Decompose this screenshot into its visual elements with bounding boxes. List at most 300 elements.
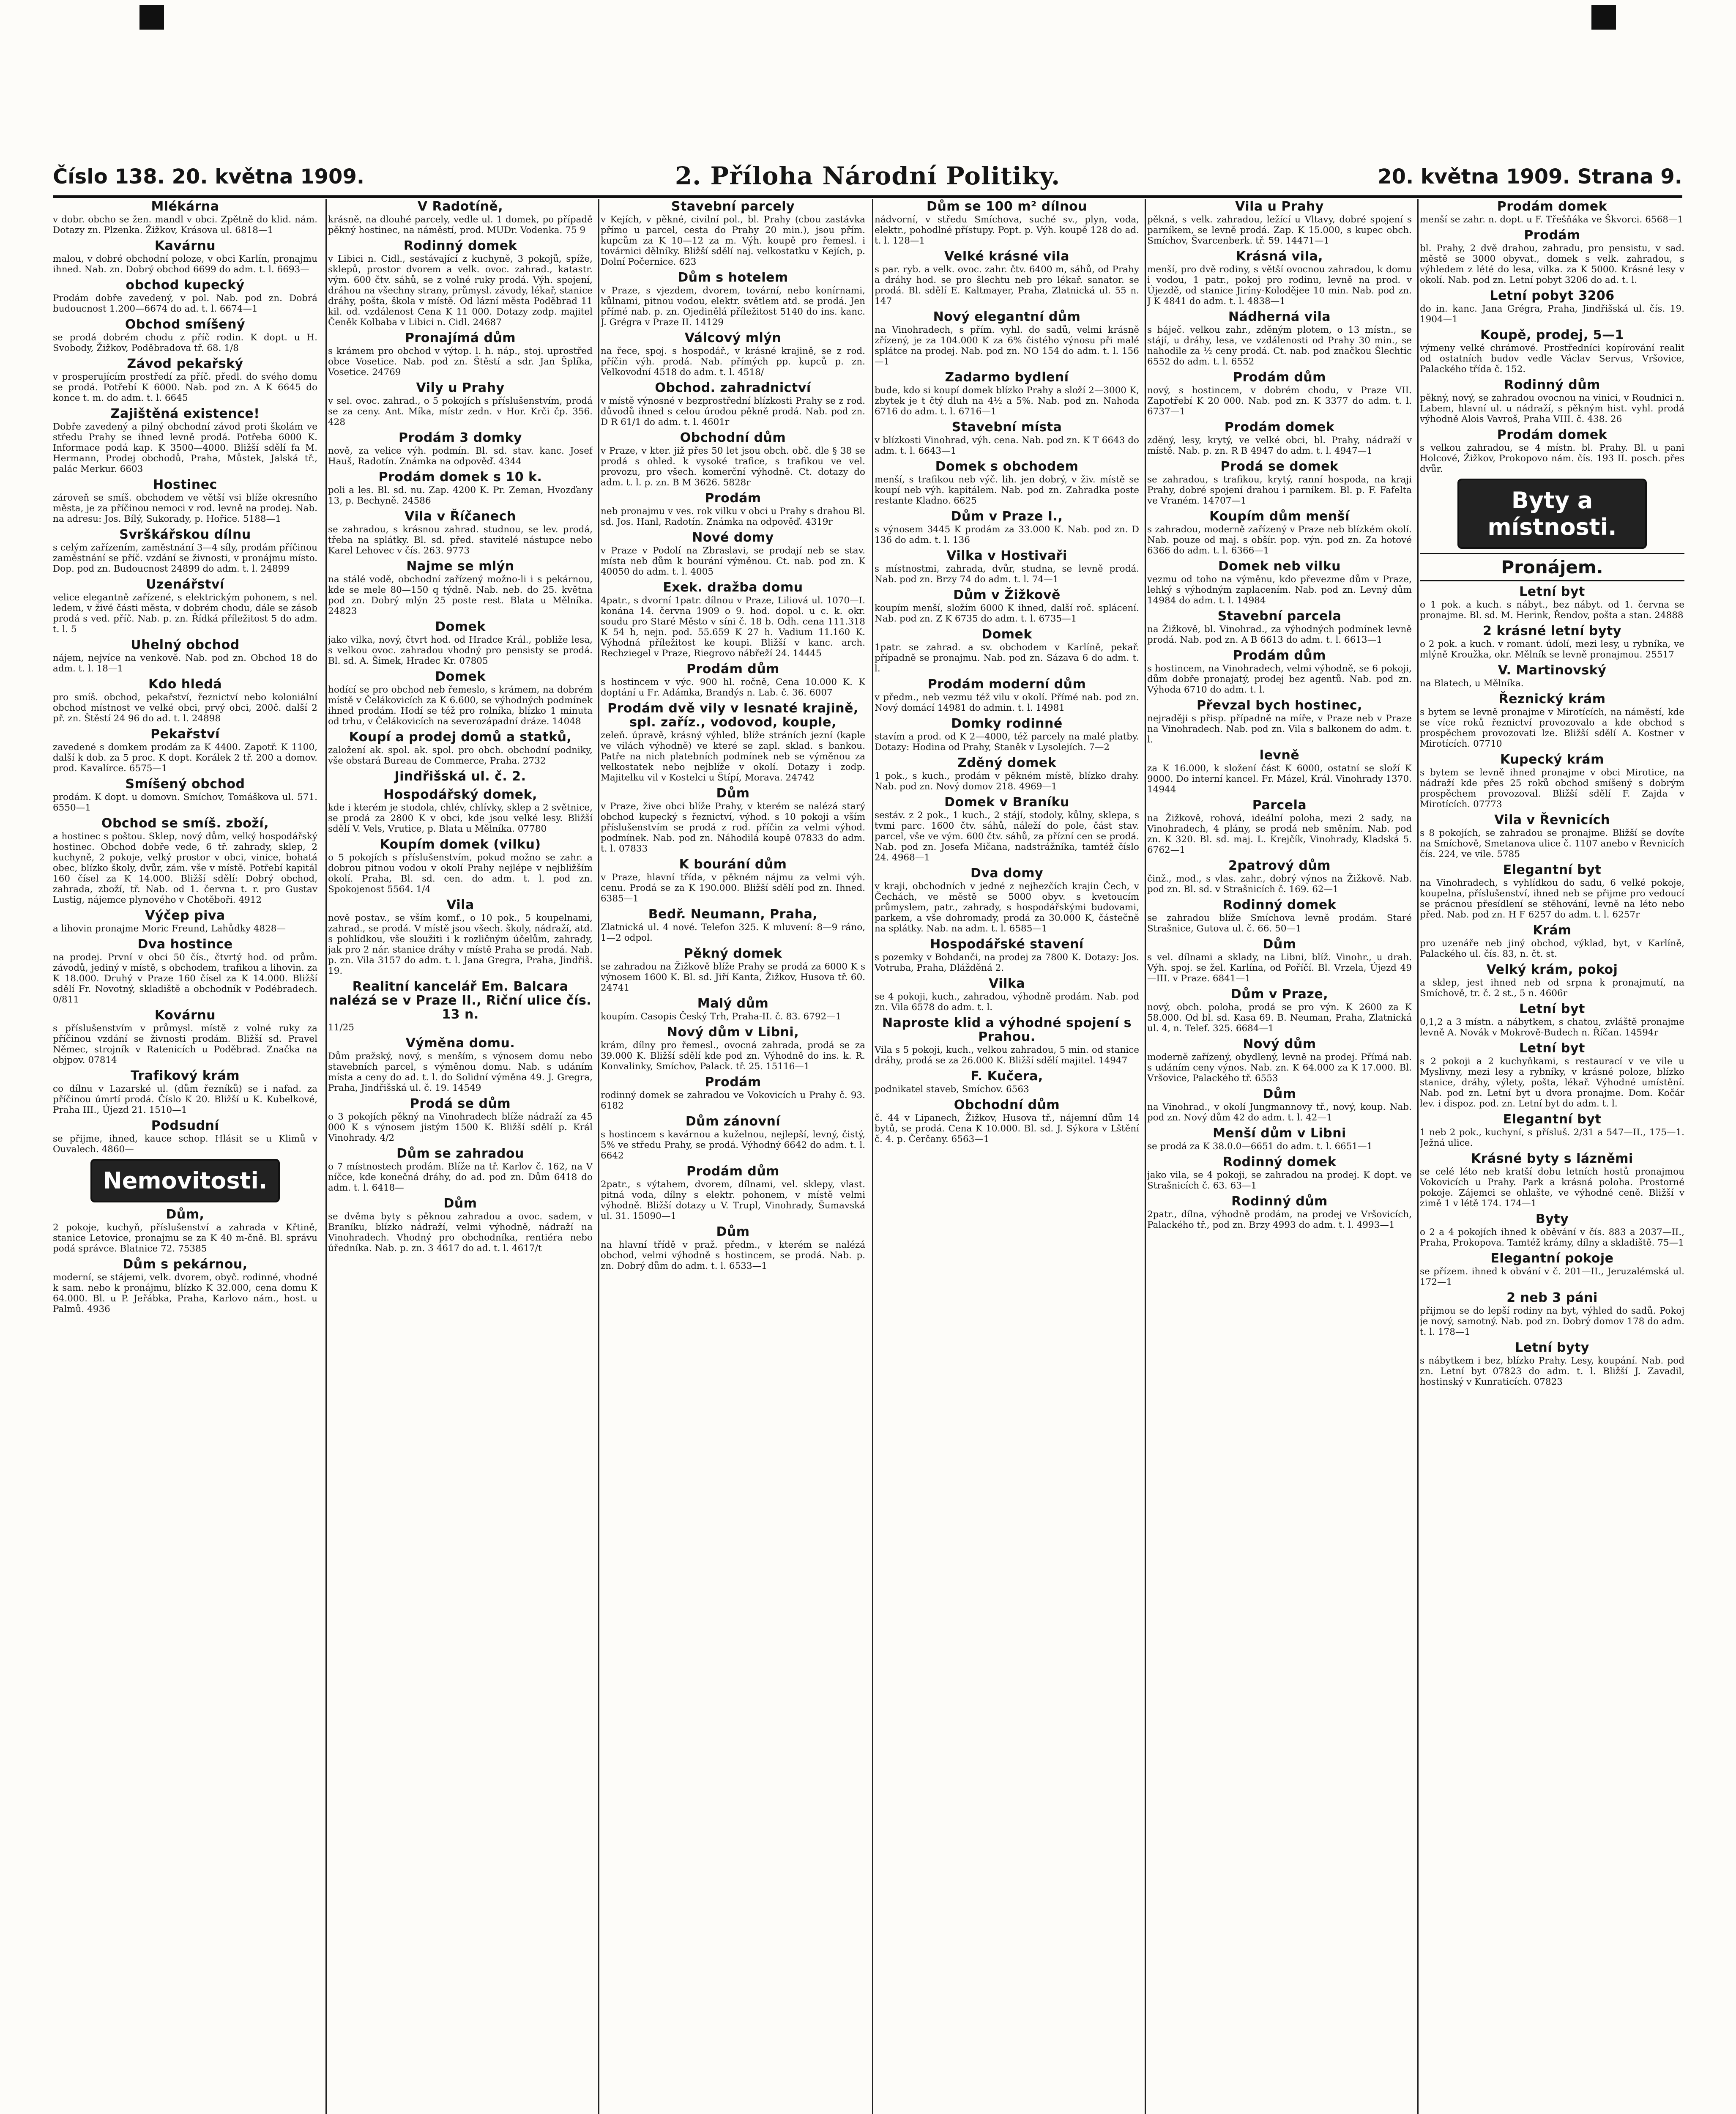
- classified-ad: [1147, 648, 1412, 695]
- column-divider: [598, 199, 599, 2114]
- classified-ad: [1147, 509, 1412, 556]
- classified-ad: [875, 370, 1139, 417]
- ad-heading: Naproste klid a výhodné spojení s Prahou.: [882, 1016, 1132, 1044]
- classified-ad: [328, 199, 593, 235]
- ad-heading: Realitní kancelář Em. Balcara nalézá se v Praze II., Riční ulice čís. 13 n.: [329, 979, 592, 1022]
- ad-heading: Prodá se dům: [410, 1096, 511, 1111]
- classified-ad: [1147, 1086, 1412, 1123]
- classified-ad: [1420, 1041, 1684, 1109]
- ad-text: o 2 a 4 pokojích ihned k oběvání v čís. 883 a 2037—II., Praha, Prokopova. Tamtéž krámy, dílny a skladiště. 75—1: [1420, 1227, 1684, 1248]
- column-2: [328, 199, 593, 2114]
- ad-text: se 4 pokoji, kuch., zahradou, výhodně prodám. Nab. pod zn. Vila 6578 do adm. t. l.: [875, 991, 1139, 1013]
- ad-heading: Závod pekařský: [127, 356, 243, 371]
- classified-ad: [1147, 986, 1412, 1034]
- ad-text: zeleň. úpravě, krásný výhled, blíže stráních jezní (kaple ve vilách výhodně) ve které se zapl. sklad. s bankou. Patře na nich platebních podmínek neb se výměnou za velkostatek nebo nejblíže v okolí. Dotazy i zodp. Majitelku vil v Kostelci u Štípí, Morava. 24742: [601, 730, 865, 783]
- ad-text: 1patr. se zahrad. a sv. obchodem v Karlíně, pekař. případně se pronajmu. Nab. pod zn. Sázava 6 do adm. t. l.: [875, 642, 1139, 674]
- classified-ad: [1147, 1194, 1412, 1230]
- ad-text: s příslušenstvím v průmysl. místě z volné ruky za příčinou vzdání se živnosti prodám. Bližší sd. Pravel Němec, strojník v Ratenicích u Poděbrad. Značka na objpov. 07814: [53, 1023, 317, 1065]
- classified-ad: [601, 996, 865, 1022]
- classified-ad: [1147, 370, 1412, 417]
- ad-text: činž., mod., s vlas. zahr., dobrý výnos na Žižkově. Nab. pod zn. Bl. sd. v Strašnicích č. 169. 62—1: [1147, 874, 1412, 895]
- ad-heading: Rodinný domek: [403, 238, 517, 253]
- classified-ad: [875, 309, 1139, 367]
- ad-heading: Velký krám, pokoj: [1486, 962, 1618, 977]
- section-subheading: Pronájem.: [1420, 553, 1684, 581]
- ad-heading: Nový dům v Libni,: [667, 1025, 799, 1040]
- ad-text: pro smíš. obchod, pekařství, řeznictví nebo koloniální obchod místnost ve velké obci, prvý obci, 200č. další 2 př. zn. Štěstí 24 96 do ad. t. l. 24898: [53, 692, 317, 724]
- ad-text: jako vilka, nový, čtvrt hod. od Hradce Král., pobliže lesa, s velkou ovoc. zahradou vhodný pro pensisty se prodá. Bl. sd. A. Šimek, Hradec Kr. 07805: [328, 635, 593, 666]
- classified-ad: [601, 580, 865, 659]
- ad-text: v Kejích, v pěkné, civilní pol., bl. Prahy (cbou zastávka přímo u parcel, cesta do Prahy 20 min.), jsou přím. kupcům za K 10—12 za m. Výh. koupě pro řemesl. i továrnici dělníky. Bližší sdělí naj. velkostatku v Kejích, p. Dolní Počernice. 623: [601, 214, 865, 267]
- ad-text: s par. ryb. a velk. ovoc. zahr. čtv. 6400 m, sáhů, od Prahy a dráhy hod. se pro šlechtu neb pro lékař. sanator. se prodá. Bl. sdělí E. Kaltmayer, Praha, Zlatnická ul. 55 n. 147: [875, 264, 1139, 307]
- classified-ad: [1147, 459, 1412, 506]
- ad-text: v blízkosti Vinohrad, výh. cena. Nab. pod zn. K T 6643 do adm. t. l. 6643—1: [875, 435, 1139, 456]
- classified-ad: [328, 330, 593, 378]
- ad-text: nový, obch. poloha, prodá se pro výn. K 2600 za K 58.000. Od bl. sd. Kasa 69. B. Neuman, Praha, Zlatnická ul. 4, n. Telef. 325. 6684—1: [1147, 1002, 1412, 1034]
- column-divider: [872, 199, 873, 2114]
- ad-heading: Rodinný domek: [1222, 898, 1337, 912]
- ad-text: přijmou se do lepší rodiny na byt, výhled do sadů. Pokoj je nový, samotný. Nab. pod zn. Dobrý domov 178 do adm. t. l. 178—1: [1420, 1306, 1684, 1337]
- ad-heading: Nový elegantní dům: [933, 309, 1081, 324]
- ad-heading: Vila u Prahy: [1235, 199, 1324, 214]
- ad-text: a sklep, jest ihned neb od srpna k pronajmutí, na Smíchově, tr. č. 2 st., 5 n. 4606r: [1420, 978, 1684, 999]
- ad-heading: Vila v Řevnicích: [1494, 813, 1610, 827]
- ad-heading: Letní byt: [1519, 1002, 1585, 1016]
- registration-mark: [1591, 5, 1616, 30]
- classified-ad: [875, 459, 1139, 506]
- ad-text: na Vinohrad., v okolí Jungmannovy tř., nový, koup. Nab. pod zn. Nový dům 42 do adm. t. l. 42—1: [1147, 1102, 1412, 1123]
- ad-heading: Dům se 100 m² dílnou: [927, 199, 1087, 214]
- classified-ad: [601, 1224, 865, 1271]
- ad-heading: Dům s pekárnou,: [123, 1257, 248, 1272]
- ad-text: za K 16.000, k složení část K 6000, ostatní se složí K 9000. Do interní kancel. Fr. Mázel, Král. Vinohrady 1370. 14944: [1147, 763, 1412, 795]
- classified-ad: [1420, 288, 1684, 325]
- classified-ad: [1420, 199, 1684, 225]
- ad-text: na Žižkově, bl. Vinohrad., za výhodných podmínek levně prodá. Nab. pod zn. A B 6613 do adm. t. l. 6613—1: [1147, 624, 1412, 645]
- ad-heading: Elegantní byt: [1503, 863, 1602, 877]
- ad-heading: Výčep piva: [145, 908, 225, 923]
- ad-text: na řece, spoj. s hospodář., v krásné krajině, se z rod. příčin výh. prodá. Nab. přímých pp. kupců p. zn. Velkovodní 4518 do adm. t. l. 4518/: [601, 346, 865, 378]
- ad-text: bl. Prahy, 2 dvě drahou, zahradu, pro pensistu, v sad. městě se 3000 obyvat., domek s velk. zahradou, s výhledem z lété do lesa, vilka. za K 5000. Krásné lesy v okolí. Nab. pod zn. Letní pobyt 3206 do ad. t. l.: [1420, 243, 1684, 285]
- ad-heading: Rodinný dům: [1231, 1194, 1328, 1209]
- classified-ad: [1147, 698, 1412, 745]
- ad-text: s hostincem s kavárnou a kuželnou, nejlepší, levný, čistý, 5% ve středu Prahy, se prodá. Výhodný 6642 do adm. t. l. 6642: [601, 1129, 865, 1161]
- classified-ad: [328, 669, 593, 727]
- ad-text: jako vila, se 4 pokoji, se zahradou na prodej. K dopt. ve Strašnicích č. 63. 63—1: [1147, 1170, 1412, 1191]
- ad-text: o 1 pok. a kuch. s nábyt., bez nábyt. od 1. června se pronajme. Bl. sd. M. Herink, Řendov, pošta a stan. 24888: [1420, 600, 1684, 621]
- ad-heading: Domek s obchodem: [935, 459, 1079, 474]
- ad-text: pěkná, s velk. zahradou, ležící u Vltavy, dobré spojení s parníkem, se levně prodá. Zap. K 15.000, s kupec obch. Smíchov, Švarcenberk. tř. 59. 14471—1: [1147, 214, 1412, 246]
- ad-text: v Praze, žive obci blíže Prahy, v kterém se nalézá starý obchod kupecký s řeznictví, výhod. s 10 pokoji a vším příslušenstvím se prodá z rod. příčin za velmi výhod. podmínek. Nab. pod zn. Náhodilá koupě 07833 do adm. t. l. 07833: [601, 801, 865, 854]
- ad-text: Vila s 5 pokoji, kuch., velkou zahradou, 5 min. od stanice dráhy, prodá se za 26.000 K. Bližší sdělí majitel. 14947: [875, 1045, 1139, 1066]
- ad-heading: Letní byty: [1515, 1340, 1589, 1355]
- classified-ad: [1420, 1112, 1684, 1148]
- classified-ad: [875, 794, 1139, 863]
- ad-text: s 2 pokoji a 2 kuchyňkami, s restaurací v ve vile u Myslivny, mezi lesy a rybníky, v krásné poloze, blízko stanice, dráhy, výlety, pošta, lékař. Výhodné umístění. Nab. pod zn. Letní byt u dvora pronajme. Dom. Kočár lev. i dispoz. pod. zn. Letní byt do adm. t. l.: [1420, 1056, 1684, 1109]
- classified-ad: [601, 430, 865, 488]
- ad-text: s bytem se levně ihned pronajme v obci Mirotice, na nádraží kde přes 25 roků obchod smíšený s dobrým prospěchem provozoval. Bližší sdělí F. Zajda v Mirotících. 07773: [1420, 767, 1684, 810]
- ad-heading: Trafikový krám: [130, 1068, 240, 1083]
- section-heading-box: Nemovitosti.: [90, 1159, 280, 1202]
- ad-heading: Obchod smíšený: [125, 317, 246, 332]
- classified-ad: [1420, 623, 1684, 660]
- ad-text: v kraji, obchodních v jedné z nejhezčích krajin Čech, v Čechách, ve městě se 5000 obyv. s kvetoucím průmyslem, patr., zahrady, s hospodářskými budovami, parkem, a vše dohromady, prodá za 30.000 K, částečně na splátky. Nab. na adm. t. l. 6585—1: [875, 881, 1139, 934]
- classified-ad: [601, 490, 865, 527]
- ad-text: nádvorní, v středu Smíchova, suché sv., plyn, voda, elektr., pohodlné přístupy. Popt. p. Výh. koupě 128 do ad. t. l. 128—1: [875, 214, 1139, 246]
- ad-heading: Domek neb vilku: [1218, 559, 1341, 574]
- ad-heading: Domek v Braníku: [944, 795, 1069, 810]
- ad-text: o 2 pok. a kuch. v romant. údolí, mezi lesy, u rybníka, ve mlýně Kroužka, okr. Mělník se levně pronajmou. 25517: [1420, 639, 1684, 660]
- classified-ad: [1147, 748, 1412, 795]
- ad-text: s vel. dílnami a sklady, na Libni, blíž. Vinohr., u drah. Výh. spoj. se žel. Karlína, od Poříčí. Bl. Vrzela, Újezd 49—III. v Praze. 6841—1: [1147, 952, 1412, 984]
- ad-text: v Praze, hlavní třída, v pěkném nájmu za velmi výh. cenu. Prodá se za K 190.000. Bližší sdělí pod zn. Ihned. 6385—1: [601, 872, 865, 904]
- classified-ad: [1420, 377, 1684, 424]
- ad-heading: Prodám dům: [686, 1164, 779, 1179]
- classified-ad: [875, 199, 1139, 246]
- ad-heading: Vila v Říčanech: [405, 509, 516, 524]
- ad-heading: Dům: [716, 1224, 750, 1239]
- ad-text: nově, za velice výh. podmín. Bl. sd. stav. kanc. Josef Hauš, Radotín. Známka na odpověď. 4344: [328, 446, 593, 467]
- classified-ad: [53, 277, 317, 314]
- ad-text: pro uzenáře neb jiný obchod, výklad, byt, v Karlíně, Palackého ul. čís. 83, n. čt. st.: [1420, 938, 1684, 959]
- column-divider: [325, 199, 327, 2114]
- classified-ad: [601, 857, 865, 904]
- ad-heading: Dům se zahradou: [396, 1146, 524, 1161]
- classified-ad: [875, 249, 1139, 307]
- classified-ad: [1420, 1251, 1684, 1287]
- classified-ad: [53, 1068, 317, 1115]
- ad-text: se celé léto neb kratší dobu letních hostů pronajmou Vokovicích u Prahy. Park a krásná poloha. Prostorné pokoje. Zájemci se ohlašte, ve výhodné ceně. Bližší v zimě 1 v létě 174. 174—1: [1420, 1167, 1684, 1209]
- ad-heading: Najme se mlýn: [406, 559, 514, 574]
- ad-heading: Krám: [1533, 923, 1572, 938]
- classified-ad: [875, 716, 1139, 753]
- classified-ad: [328, 238, 593, 328]
- ad-text: 1 pok., s kuch., prodám v pěkném místě, blízko drahy. Nab. pod zn. Nový domov 218. 4969—1: [875, 771, 1139, 792]
- ad-heading: Zadarmo bydlení: [945, 370, 1069, 385]
- ad-text: na Žižkově, rohová, ideální poloha, mezi 2 sady, na Vinohradech, 4 plány, se prodá neb směním. Nab. pod zn. K 320. Bl. sd. maj. L. Krejčík, Vinohrady, Kladská 5. 6762—1: [1147, 813, 1412, 855]
- ad-text: zavedené s domkem prodám za K 4400. Zapotř. K 1100, další k dob. za 5 proc. K dopt. Korálek 2 tř. 200 a domov. prod. Kavalírce. 6575—1: [53, 742, 317, 774]
- classified-ad: [1420, 327, 1684, 375]
- ad-text: s pozemky v Bohdanči, na prodej za 7800 K. Dotazy: Jos. Votruba, Praha, Dlážděná 2.: [875, 952, 1139, 973]
- ad-heading: Domek: [981, 627, 1032, 642]
- ad-heading: Dům v Praze I.,: [951, 509, 1063, 524]
- ad-heading: Dům v Praze,: [1230, 987, 1329, 1002]
- ad-heading: Svrškářskou dílnu: [119, 527, 251, 542]
- classified-ad: [875, 976, 1139, 1013]
- classified-ad: [601, 270, 865, 328]
- classified-ad: [1420, 1290, 1684, 1337]
- ad-text: pěkný, nový, se zahradou ovocnou na vinici, v Roudnici n. Labem, hlavní ul. u nádraží, s pěkným hist. vyhl. prodá výhodně Alois Vavroš, Praha VIII. č. 438. 26: [1420, 393, 1684, 424]
- ad-text: zároveň se smíš. obchodem ve větší vsi blíže okresního města, je za příčinou nemoci v rod. levně na prodej. Nab. na adresu: Jos. Bílý, Sukorady, p. Hořice. 5188—1: [53, 493, 317, 524]
- ad-text: podnikatel staveb, Smíchov. 6563: [875, 1084, 1029, 1095]
- ad-heading: Kupecký krám: [1500, 752, 1604, 767]
- ad-text: a lihovin pronajme Moric Freund, Lahůdky 4828—: [53, 923, 286, 934]
- classified-ad: [875, 1068, 1139, 1095]
- ad-text: na stálé vodě, obchodní zařízený možno-li i s pekárnou, kde se mele 80—150 q týdně. Nab. neb. do 25. května pod zn. Dobrý mlýn 25 poste rest. Blata u Mělníka. 24823: [328, 574, 593, 616]
- ad-heading: Kavárnu: [154, 238, 216, 253]
- ad-heading: Dům: [443, 1196, 477, 1211]
- ad-heading: Vila: [446, 898, 474, 912]
- ad-heading: Dům v Žižkově: [953, 588, 1061, 602]
- ad-heading: Krásná vila,: [1236, 249, 1323, 264]
- ad-text: 0,1,2 a 3 místn. a nábytkem, s chatou, zvláště pronajme levně A. Novák v Mokrově-Budech n. Říčan. 14594r: [1420, 1017, 1684, 1038]
- column-5: [1147, 199, 1412, 2114]
- ad-text: s nábytkem i bez, blízko Prahy. Lesy, koupání. Nab. pod zn. Letní byt 07823 do adm. t. l. Bližší J. Zavadil, hostinský v Kunraticích. 07823: [1420, 1355, 1684, 1387]
- classified-ad: [53, 1008, 317, 1065]
- ad-text: se zahradou blíže Smíchova levně prodám. Staré Strašnice, Gutova ul. č. 66. 50—1: [1147, 913, 1412, 934]
- ad-text: s krámem pro obchod v výtop. l. h. náp., stoj. uprostřed obce Vosetice. Nab. pod zn. Štěstí a sdr. Jan Šplíka, Vosetice. 24769: [328, 346, 593, 378]
- classified-ad: [328, 837, 593, 895]
- ad-heading: Koupě, prodej, 5—1: [1480, 328, 1624, 342]
- classified-ad: [875, 1097, 1139, 1145]
- classified-ad: [53, 199, 317, 235]
- ad-text: Dům pražský, nový, s menším, s výnosem domu nebo stavebních parcel, s výměnou domu. Nab. s udáním místa a ceny do ad. t. l. do Solidní výměna 49. J. Gregra, Praha, Jindřišská ul. č. 19. 14549: [328, 1051, 593, 1093]
- ad-text: v Libici n. Cidl., sestávající z kuchyně, 3 pokojů, spíže, sklepů, prostor dvorem a velk. ovoc. zahrad., katastr. vým. 600 čtv. sáhů, se z volné ruky prodá. Výh. spojení, dráhou na všechny strany, průmysl. závody, lékař, stanice dráhy, pošta, škola v místě. Od lázní města Poděbrad 11 kil. od. vzdálenost Cena K 11 000. Dotazy zodp. majitel Čeněk Kolbaba v Libici n. Cidl. 24687: [328, 254, 593, 328]
- ad-text: rodinný domek se zahradou ve Vokovicích u Prahy č. 93. 6182: [601, 1090, 865, 1111]
- ad-text: krám, dílny pro řemesl., ovocná zahrada, prodá se za 39.000 K. Bližší sdělí kde pod zn. Výhodně do ins. k. R. Konvalinky, Smíchov, Palack. tř. 25. 15116—1: [601, 1040, 865, 1072]
- classified-ad: [328, 559, 593, 616]
- ad-heading: Nový dům: [1243, 1037, 1316, 1052]
- classified-ad: [1147, 1125, 1412, 1152]
- ad-text: sestáv. z 2 pok., 1 kuch., 2 stájí, stodoly, kůlny, sklepa, s tvmi parc. 1600 čtv. sáhů, náleží do pole, část stav. parcel, vše ve vým. 600 čtv. sáhů, za přízní cen se prodá. Nab. pod zn. Josefa Mičana, nadstrážníka, tamtéž číslo 24. 4968—1: [875, 810, 1139, 863]
- ad-text: č. 44 v Lipanech, Žižkov, Husova tř., nájemní dům 14 bytů, se prodá. Cena K 10.000. Bl. sd. J. Sýkora v Lštění č. 4. p. Čerčany. 6563—1: [875, 1113, 1139, 1145]
- ad-heading: Letní byt: [1519, 1041, 1585, 1056]
- ad-heading: Prodám dům: [686, 662, 779, 676]
- ad-text: na Vinohradech, s přím. vyhl. do sadů, velmi krásně zřízený, je za 104.000 K za 6% čistého výnosu při malé splátce na prodej. Nab. pod zn. NO 154 do adm. t. l. 156—1: [875, 325, 1139, 367]
- ad-text: v sel. ovoc. zahrad., o 5 pokojích s příslušenstvím, prodá se za ceny. Ant. Míka, místr zedn. v Hor. Krči čp. 356. 428: [328, 396, 593, 427]
- ad-heading: Podsudní: [151, 1118, 219, 1133]
- classified-ad: [1420, 1001, 1684, 1038]
- ad-heading: Parcela: [1252, 798, 1307, 813]
- ad-heading: Prodám domek: [1497, 199, 1608, 214]
- registration-mark: [139, 5, 164, 30]
- classified-ad: [1420, 962, 1684, 999]
- ad-heading: Prodám: [1524, 228, 1580, 243]
- ad-text: s místnostmi, zahrada, dvůr, studna, se levně prodá. Nab. pod zn. Brzy 74 do adm. t. l. 74—1: [875, 564, 1139, 585]
- classified-ad: [53, 726, 317, 774]
- ad-text: malou, v dobré obchodní poloze, v obci Karlín, pronajmu ihned. Nab. zn. Dobrý obchod 6699 do adm. t. l. 6693—: [53, 254, 317, 275]
- classified-ad: [328, 469, 593, 506]
- classified-ad: [875, 548, 1139, 585]
- classified-ad: [1147, 1154, 1412, 1191]
- classified-ad: [601, 330, 865, 378]
- ad-heading: 2 krásné letní byty: [1483, 624, 1621, 638]
- ad-heading: V Radotíně,: [417, 199, 503, 214]
- classified-ad: [328, 430, 593, 467]
- ad-heading: Koupím dům menší: [1209, 509, 1350, 524]
- ad-heading: Stavební parcely: [671, 199, 795, 214]
- classified-ad: [1147, 897, 1412, 934]
- ad-text: s bytem se levně pronajme v Mirotících, na náměstí, kde se více roků řeznictví provozovalo a kde obchod s prospěchem provozovati lze. Bližší sdělí A. Kostner v Mirotících. 07710: [1420, 707, 1684, 749]
- classified-ad: [1147, 309, 1412, 367]
- ad-heading: Bedř. Neumann, Praha,: [648, 907, 818, 922]
- ad-text: 2patr., dílna, výhodně prodám, na prodej ve Vršovicích, Palackého tř., pod zn. Brzy 4993 do adm. t. l. 4993—1: [1147, 1209, 1412, 1230]
- ad-text: výmeny velké chrámové. Prostředníci kopírování realit od ostatních budov vedle Václav Servus, Vršovice, Palackého třída č. 152.: [1420, 343, 1684, 375]
- ad-heading: Koupí a prodej domů a statků,: [349, 730, 572, 745]
- ad-text: se zahradou na Žižkově blíže Prahy se prodá za 6000 K s výnosem 1600 K. Bl. sd. Jiří Kanta, Žižkov, Husova tř. 60. 24741: [601, 961, 865, 993]
- ad-text: na prodej. První v obci 50 čís., čtvrtý hod. od prům. závodů, jediný v místě, s obchodem, trafikou a lihovin. za K 18.000. Druhý v Praze 160 čísel za K 14.000. Bližší sdělí Fr. Novotný, skladiště a obchodník v Podébradech. 0/811: [53, 952, 317, 1005]
- ad-heading: Hospodářské stavení: [930, 937, 1084, 952]
- ad-text: s hostincem, na Vinohradech, velmi výhodně, se 6 pokoji, dům dobře pronajatý, prodej bez agentů. Nab. pod zn. Výhoda 6710 do adm. t. l.: [1147, 663, 1412, 695]
- classified-ad: [53, 937, 317, 1005]
- ad-text: s báječ. velkou zahr., zděným plotem, o 13 místn., se stájí, u dráhy, lesa, ve vzdálenosti od Prahy 30 min., se nahodile za ½ ceny prodá. Ct. nab. pod značkou Šlechtic 6552 do adm. t. l. 6552: [1147, 325, 1412, 367]
- classified-ad: [53, 317, 317, 353]
- ad-heading: Vily u Prahy: [416, 381, 505, 395]
- ad-heading: Exek. dražba domu: [663, 580, 803, 595]
- classified-ad: [1147, 249, 1412, 307]
- ad-text: se prodá dobrém chodu z příč rodin. K dopt. u H. Svobody, Žižkov, Poděbradova tř. 68. 1/8: [53, 332, 317, 353]
- ad-text: do in. kanc. Jana Grégra, Praha, Jindřišská ul. čís. 19. 1904—1: [1420, 304, 1684, 325]
- ad-text: moderní, se stájemi, velk. dvorem, obyč. rodinné, vhodné k sam. nebo k pronájmu, blízko K 32.000, cena domu K 64.000. Bl. u P. Jeřábka, Praha, Karlovo nám., host. u Palmů. 4936: [53, 1272, 317, 1314]
- ad-heading: Hospodářský domek,: [383, 787, 538, 802]
- ad-heading: Převzal bych hostinec,: [1196, 698, 1363, 713]
- classified-ad: [601, 1164, 865, 1221]
- ad-heading: Rodinný domek: [1222, 1155, 1337, 1169]
- ad-text: 2patr., s výtahem, dvorem, dílnami, vel. sklepy, vlast. pitná voda, dílny s elektr. pohonem, v místě velmi výhodně. Bližší dotazy u V. Trupl, Vinohrady, Šumavská ul. 31. 15090—1: [601, 1179, 865, 1221]
- ad-text: o 7 místnostech prodám. Blíže na tř. Karlov č. 162, na V níčce, kde konečná dráhy, do ad. pod zn. Dům 6418 do adm. t. l. 6418—: [328, 1161, 593, 1193]
- classified-ad: [601, 530, 865, 577]
- classified-ad: [328, 509, 593, 556]
- ad-heading: Vilka: [989, 976, 1025, 991]
- ad-text: kde i kterém je stodola, chlév, chlívky, sklep a 2 světnice, se prodá za 2800 K v obci, kde jsou velké lesy. Bližší sdělí V. Vels, Vrutice, p. Blata u Mělníka. 07780: [328, 802, 593, 834]
- classified-ad: [1147, 419, 1412, 456]
- classified-ad: [328, 1196, 593, 1254]
- ad-text: v Praze, v kter. již přes 50 let jsou obch. obč. dle § 38 se prodá s ohled. k vysoké trafice, s trafikou ve vel. provozu, pro všech. komerční výhodně. Ct. dotazy do adm. t. l. p. zn. B M 3626. 5828r: [601, 446, 865, 488]
- classified-ad: [601, 906, 865, 943]
- ad-heading: Obchod se smíš. zboží,: [101, 816, 269, 831]
- ad-heading: Velké krásné vila: [944, 249, 1069, 264]
- ad-heading: K bourání dům: [679, 857, 787, 872]
- ad-heading: Koupím domek (vilku): [380, 837, 541, 852]
- ad-heading: Prodám dům: [1233, 370, 1326, 385]
- ad-heading: levně: [1259, 748, 1300, 763]
- ad-heading: Prodám moderní dům: [927, 677, 1086, 692]
- ad-text: o 3 pokojích pěkný na Vinohradech blíže nádraží za 45 000 K s výnosem jistým 1500 K. Bližší sdělí p. Král Vinohrady. 4/2: [328, 1112, 593, 1143]
- ad-heading: Malý dům: [697, 996, 769, 1011]
- classified-ad: [53, 406, 317, 474]
- classified-ad: [1420, 923, 1684, 959]
- ad-heading: Smíšený obchod: [125, 777, 245, 791]
- classified-ad: [1420, 227, 1684, 285]
- ad-heading: Zajištěná existence!: [110, 406, 260, 421]
- ad-text: nový, s hostincem, v dobrém chodu, v Praze VII. Zapotřebí K 20 000. Nab. pod zn. K 3377 do adm. t. l. 6737—1: [1147, 385, 1412, 417]
- ad-heading: Prodám domek: [1224, 420, 1335, 435]
- classified-ad: [1420, 427, 1684, 474]
- ad-heading: Prodám: [705, 1075, 761, 1090]
- classified-ad: [328, 787, 593, 834]
- ad-text: nejraději s přisp. případně na míře, v Praze neb v Praze na Vinohradech. Nab. pod zn. Vila s balkonem do adm. t. l.: [1147, 713, 1412, 745]
- ad-heading: Dva domy: [970, 866, 1044, 881]
- ad-heading: Obchod. zahradnictví: [655, 381, 811, 395]
- classified-ad: [53, 1257, 317, 1314]
- ad-text: se přízem. ihned k obvání v č. 201—II., Jeruzalémská ul. 172—1: [1420, 1266, 1684, 1287]
- ad-text: s hostincem v výc. 900 hl. ročně, Cena 10.000 K. K doptání u Fr. Adámka, Brandýs n. Lab. č. 36. 6007: [601, 677, 865, 698]
- ad-text: se zahradou, s krásnou zahrad. studnou, se lev. prodá, třeba na splátky. Bl. sd. před. stavitelé nástupce nebo Karel Lehovec v čís. 263. 9773: [328, 524, 593, 556]
- classified-ad: [875, 937, 1139, 973]
- classified-ad: [875, 755, 1139, 792]
- classified-ad: [328, 619, 593, 666]
- classified-ad: [875, 1015, 1139, 1066]
- ad-heading: Výměna domu.: [405, 1036, 515, 1051]
- classified-ad: [328, 1146, 593, 1193]
- ad-heading: Elegantní pokoje: [1490, 1251, 1614, 1266]
- ad-heading: Rodinný dům: [1504, 378, 1600, 392]
- ad-heading: Dva hostince: [137, 937, 233, 952]
- ad-text: menší, s trafikou neb výč. lih. jen dobrý, v živ. místě se koupí neb výh. kapitálem. Nab. pod zn. Zahradka poste restante Kladno. 6625: [875, 474, 1139, 506]
- ad-heading: Prodám dům: [1233, 648, 1326, 663]
- section-heading-box: Byty a místnosti.: [1457, 479, 1647, 549]
- classified-ad: [1147, 1036, 1412, 1084]
- classified-ad: [328, 1035, 593, 1093]
- classified-ad: [1147, 199, 1412, 246]
- ad-heading: Dům: [1263, 937, 1296, 952]
- ad-text: s 8 pokojích, se zahradou se pronajme. Bližší se dovíte na Smíchově, Smetanova ulice č. 1107 anebo v Řevnicích čís. 224, ve vile. 5785: [1420, 828, 1684, 860]
- classified-ad: [53, 637, 317, 674]
- ad-text: s výnosem 3445 K prodám za 33.000 K. Nab. pod zn. D 136 do adm. t. l. 136: [875, 524, 1139, 545]
- ad-text: s zahradou, moderně zařízený v Praze neb blízkém okolí. Nab. pouze od maj. s obšír. pop. výn. pod zn. Za hotové 6366 do adm. t. l. 6366—1: [1147, 524, 1412, 556]
- ad-text: s celým zařízením, zaměstnání 3—4 síly, prodám příčinou zaměstnání se příč. vzdání se živnosti, v pronájmu místo. Dop. pod zn. Budoucnost 24899 do adm. t. l. 24899: [53, 542, 317, 574]
- classified-ad: [1420, 1211, 1684, 1248]
- classified-ad: [1147, 797, 1412, 855]
- classified-ad: [601, 701, 865, 783]
- classified-ad: [53, 527, 317, 574]
- ad-text: hodící se pro obchod neb řemeslo, s krámem, na dobrém místě v Čelákovicích za K 6.600, se výhodných podmínek ihned prodám. Hodí se též pro rolníka, blízko 1 minuta od trhu, v Čelákovicích na severozápadní dráze. 14048: [328, 685, 593, 727]
- classified-ad: [1147, 608, 1412, 645]
- ad-heading: Dům zánovní: [685, 1114, 781, 1129]
- ad-heading: Prodám: [705, 491, 761, 506]
- ad-heading: Elegantní byt: [1503, 1112, 1602, 1127]
- classified-ad: [601, 1114, 865, 1161]
- ad-text: vezmu od toho na výměnu, kdo převezme dům v Praze, lehký s výhodným zaplacením. Nab. pod zn. Levný dům 14984 do adm. t. l. 14984: [1147, 574, 1412, 606]
- header-rule: [53, 195, 1682, 198]
- ad-heading: Menší dům v Libni: [1213, 1126, 1346, 1141]
- page-header: [53, 162, 1682, 190]
- ad-heading: Dům: [716, 786, 750, 801]
- column-divider: [1417, 199, 1419, 2114]
- ad-text: koupím menší, složím 6000 K ihned, další roč. splácení. Nab. pod zn. Z K 6735 do adm. t. l. 6735—1: [875, 603, 1139, 624]
- ad-heading: Domky rodinné: [951, 716, 1063, 731]
- ad-text: Dobře zavedený a pilný obchodní závod proti školám ve středu Prahy se ihned levně prodá. Potřeba 6000 K. Informace podá kap. K 3500—4000. Bližší sdělí fa M. Hermann, Prodej obchodů, Praha, Můstek, Jalská tř., palác Merkur. 6603: [53, 422, 317, 474]
- classified-ad: [328, 1096, 593, 1143]
- ad-text: menší, pro dvě rodiny, s větší ovocnou zahradou, k domu i vodou, 1 patr., pokoj pro rodinu, levně na prod. v Újezdě, od stanice Jiríny-Kolodějee 10 min. Nab. pod zn. J K 4841 do adm. t. l. 4838—1: [1147, 264, 1412, 307]
- ad-heading: Prodám 3 domky: [399, 430, 522, 445]
- ad-heading: Uzenářství: [146, 577, 224, 592]
- ad-text: 11/25: [328, 1022, 354, 1033]
- ad-text: v Praze v Podolí na Zbraslavi, se prodají neb se stav. místa neb dům k bourání výměnou. Ct. nab. pod zn. K 40050 do adm. t. l. 4005: [601, 545, 865, 577]
- ad-text: a hostinec s poštou. Sklep, nový dům, velký hospodářský hostinec. Obchod dobře vede, 6 tř. zahrady, sklep, 2 kuchyně, 2 pokoje, velký prostor v obci, vinice, bohatá obec, blízko školy, dvůr, zám. vše v místě. Potřebí kapitál 160 čísel za K 14.000. Bližší sdělí: Dobrý obchod, zahrada, zboží, tř. Nab. od 1. června t. r. pro Gustav Lustig, nájemce plynového v Chotěboři. 4912: [53, 831, 317, 905]
- ad-text: poli a les. Bl. sd. nu. Zap. 4200 K. Pr. Zeman, Hvozďany 13, p. Bechyně. 24586: [328, 485, 593, 506]
- classified-ad: [328, 979, 593, 1033]
- ad-heading: Stavební místa: [951, 420, 1062, 435]
- classified-ad: [1420, 584, 1684, 621]
- ad-text: nově postav., se vším komf., o 10 pok., 5 koupelnami, zahrad., se prodá. V místě jsou všech. školy, nádraží, atd. s pohlídkou, vše sloužiti i k rozličným účelům, zahrady, jak pro 2 nár. stanice dráhy v místě Praha se prodá. Nab. p. zn. Vila 3157 do adm. t. l. Jana Gregra, Praha, Jindřiš. 19.: [328, 913, 593, 976]
- classified-ad: [53, 816, 317, 905]
- classified-ad: [875, 627, 1139, 674]
- ad-text: v předm., neb vezmu též vilu v okolí. Přímé nab. pod zn. Nový domácí 14981 do admin. t. l. 14981: [875, 692, 1139, 713]
- ad-text: v Praze, s vjezdem, dvorem, tovární, nebo konírnami, kůlnami, pitnou vodou, elektr. světlem atd. se prodá. Jen přímé nab. p. zn. Ojedinělá příležitost 5140 do ins. kanc. J. Grégra v Praze II. 14129: [601, 285, 865, 328]
- classified-ad: [601, 661, 865, 698]
- classified-ad: [875, 419, 1139, 456]
- classified-ad: [53, 1207, 317, 1254]
- ad-heading: Mlékárna: [151, 199, 219, 214]
- ad-text: nájem, nejvíce na venkově. Nab. pod zn. Obchod 18 do adm. t. l. 18—1: [53, 653, 317, 674]
- ad-heading: Vilka v Hostivaři: [946, 548, 1067, 563]
- ad-text: na hlavní třídě v praž. předm., v kterém se nalézá obchod, velmi výhodně s hostincem, se prodá. Nab. p. zn. Dobrý dům do adm. t. l. 6533—1: [601, 1240, 865, 1271]
- ad-heading: Stavební parcela: [1217, 609, 1342, 624]
- ad-heading: V. Martinovský: [1498, 663, 1607, 678]
- ad-text: velice elegantně zařízené, s elektrickým pohonem, s nel. ledem, v živé části města, v dobrém chodu, dále se zásob prodá s ved. příč. Nab. p. zn. Řídká příležitost 5 do adm. t. l. 5: [53, 592, 317, 635]
- classified-ad: [601, 1024, 865, 1072]
